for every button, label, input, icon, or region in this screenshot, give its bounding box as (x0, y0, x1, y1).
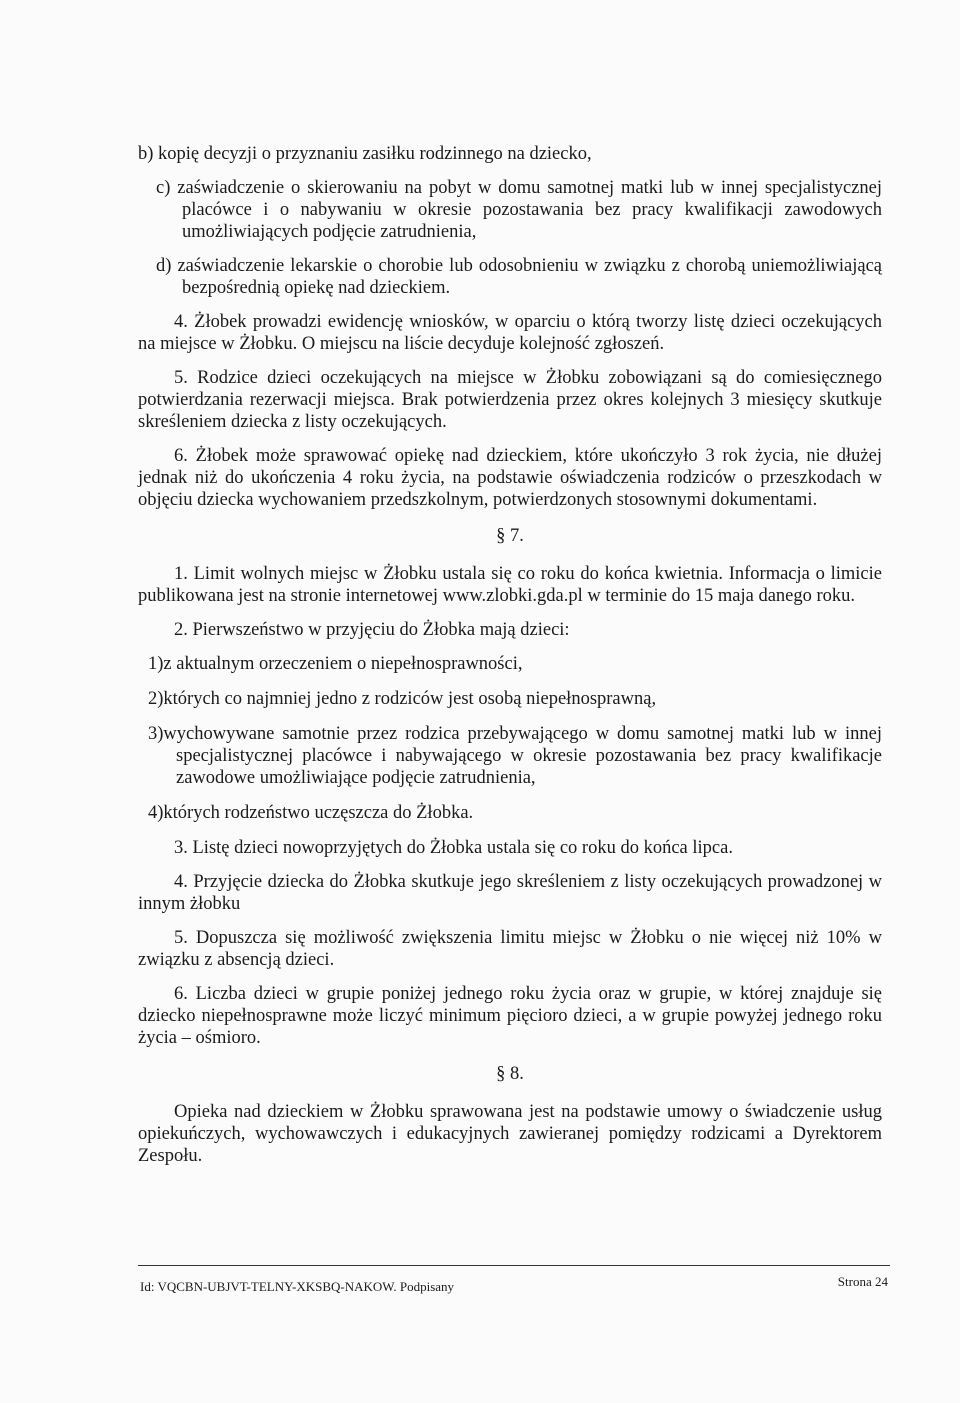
priority-list-item-2: 2)których co najmniej jedno z rodziców jest osobą niepełnosprawną, (148, 689, 657, 709)
priority-list-item-1: 1)z aktualnym orzeczeniem o niepełnosprawności, (148, 654, 523, 674)
paragraph-6: 6. Żłobek może sprawować opiekę nad dzieckiem, które ukończyło 3 rok życia, nie dłużej jednak niż do ukończenia 4 roku życia, na podstawie oświadczenia rodziców o przeszkodach w objęciu dziecka wychowaniem przedszkolnym, potwierdzonych stosownymi dokumentami. (138, 446, 882, 510)
document-body (138, 143, 882, 1179)
priority-list-item-3: 3)wychowywane samotnie przez rodzica przebywającego w domu samotnej matki lub w innej specjalistycznej placówce i nabywającego w okresie pozostawania bez pracy kwalifikacje zawodowe umożliwiające podjęcie zatrudnienia, (148, 724, 882, 788)
paragraph-4: 4. Żłobek prowadzi ewidencję wniosków, w oparciu o którą tworzy listę dzieci oczekujących na miejsce w Żłobku. O miejscu na liście decyduje kolejność zgłoszeń. (138, 312, 882, 354)
section-8-paragraph-1: Opieka nad dzieckiem w Żłobku sprawowana jest na podstawie umowy o świadczenie usług opiekuńczych, wychowawczych i edukacyjnych zawieranej pomiędzy rodzicami a Dyrektorem Zespołu. (138, 1102, 882, 1166)
section-8-heading: § 8. (496, 1064, 524, 1084)
priority-list-item-4: 4)których rodzeństwo uczęszcza do Żłobka. (148, 803, 474, 823)
page-number: Strona 24 (837, 1274, 888, 1289)
paragraph-c: c) zaświadczenie o skierowaniu na pobyt w domu samotnej matki lub w innej specjalistycznej placówce i o nabywaniu w okresie pozostawania bez pracy kwalifikacji zawodowych umożliwiających podjęcie zatrudnienia, (156, 178, 882, 242)
paragraph-d: d) zaświadczenie lekarskie o chorobie lub odosobnieniu w związku z chorobą uniemożliwiającą bezpośrednią opiekę nad dzieckiem. (156, 256, 882, 298)
document-id: Id: VQCBN-UBJVT-TELNY-XKSBQ-NAKOW. Podpisany (140, 1279, 455, 1294)
section-7-paragraph-4: 4. Przyjęcie dziecka do Żłobka skutkuje jego skreśleniem z listy oczekujących prowadzonej w innym żłobku (138, 872, 882, 914)
footer-divider (138, 1265, 890, 1266)
section-7-paragraph-3: 3. Listę dzieci nowoprzyjętych do Żłobka ustala się co roku do końca lipca. (174, 838, 733, 858)
section-7-paragraph-2: 2. Pierwszeństwo w przyjęciu do Żłobka mają dzieci: (174, 620, 570, 640)
paragraph-5: 5. Rodzice dzieci oczekujących na miejsce w Żłobku zobowiązani są do comiesięcznego potwierdzania rezerwacji miejsca. Brak potwierdzenia przez okres kolejnych 3 miesięcy skutkuje skreśleniem dziecka z listy oczekujących. (138, 368, 882, 432)
section-7-paragraph-6: 6. Liczba dzieci w grupie poniżej jednego roku życia oraz w grupie, w której znajduje się dziecko niepełnosprawne może liczyć minimum pięcioro dzieci, a w grupie powyżej jednego roku życia – ośmioro. (138, 984, 882, 1048)
section-7-paragraph-1: 1. Limit wolnych miejsc w Żłobku ustala się co roku do końca kwietnia. Informacja o limicie publikowana jest na stronie internetowej www.zlobki.gda.pl w terminie do 15 maja danego roku. (138, 564, 882, 606)
section-7-paragraph-5: 5. Dopuszcza się możliwość zwiększenia limitu miejsc w Żłobku o nie więcej niż 10% w związku z absencją dzieci. (138, 928, 882, 970)
section-7-heading: § 7. (496, 526, 524, 546)
paragraph-b: b) kopię decyzji o przyznaniu zasiłku rodzinnego na dziecko, (138, 144, 592, 164)
